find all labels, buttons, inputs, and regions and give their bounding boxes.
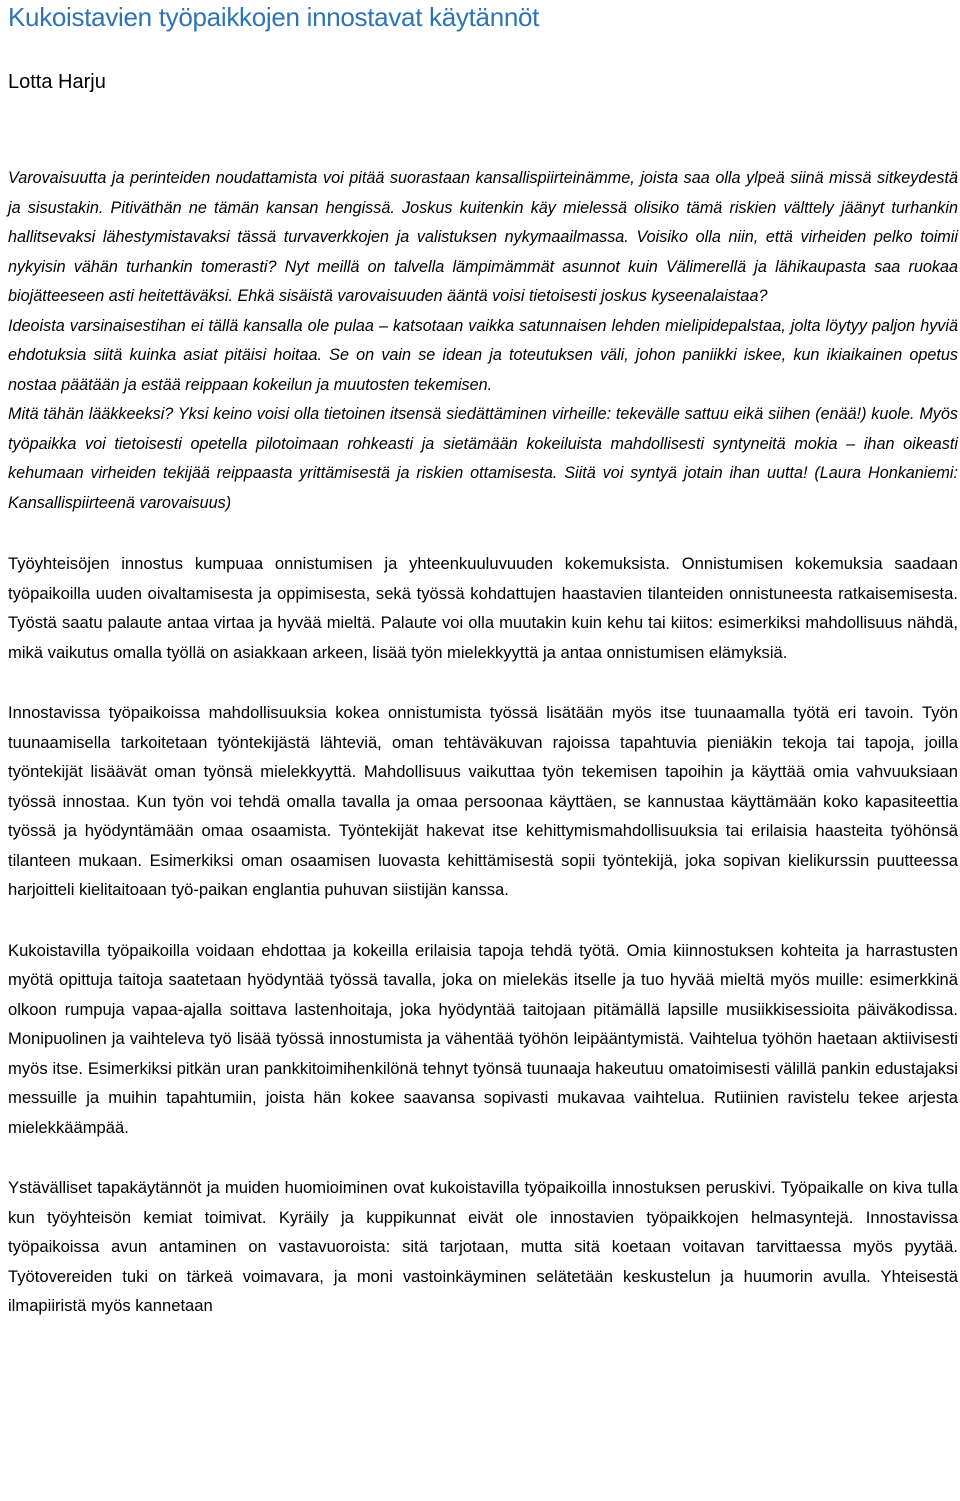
author-name: Lotta Harju <box>8 71 106 93</box>
document-page <box>8 0 958 1321</box>
document-title: Kukoistavien työpaikkojen innostavat käytännöt <box>8 2 540 32</box>
body-paragraph: Kukoistavilla työpaikoilla voidaan ehdottaa ja kokeilla erilaisia tapoja tehdä työtä. Omia kiinnostuksen kohteita ja harrastusten myötä opittuja taitoja saatetaan hyödyntää työssä tavalla, joka on mielekäs itselle ja tuo hyvää mieltä myös muille: esimerkkinä olkoon rumpuja vapaa-ajalla soittava lastenhoitaja, joka hyödyntää taitojaan pitämällä lapsille musiikkisessioita päiväkodissa. Monipuolinen ja vaihteleva työ lisää työssä innostumista ja vähentää työhön leipääntymistä. Vaihtelua työhön haetaan aktiivisesti myös itse. Esimerkiksi pitkän uran pankkitoimihenkilönä tehnyt työnsä tuunaaja hakeutuu omatoimisesti välillä pankin edustajaksi messuille ja muihin tapahtumiin, joista hän kokee saavansa sopivasti mukavaa vaihtelua. Rutiinien ravistelu tekee arjesta mielekkäämpää. <box>8 940 958 1137</box>
quote-paragraph: Varovaisuutta ja perinteiden noudattamista voi pitää suorastaan kansallispiirteinämme, joista saa olla ylpeä siinä missä sitkeydestä ja sisustakin. Pitiväthän ne tämän kansan hengissä. Joskus kuitenkin käy mielessä olisiko tämä riskien välttely jäänyt turhankin hallitsevaksi lähestymistavaksi tässä turvaverkkojen ja valistuksen nykymaailmassa. Voisiko olla niin, että virheiden pelko toimii nykyisin vähän turhankin tomerasti? Nyt meillä on talvella lämpimämmät asunnot kuin Välimerellä ja lähikaupasta saa ruokaa biojätteeseen asti heitettäväksi. Ehkä sisäistä varovaisuuden ääntä voisi tietoisesti joskus kyseenalaistaa? <box>8 169 958 305</box>
body-paragraph: Työyhteisöjen innostus kumpuaa onnistumisen ja yhteenkuuluvuuden kokemuksista. Onnistumisen kokemuksia saadaan työpaikoilla uuden oivaltamisesta ja oppimisesta, sekä työssä kohdattujen haastavien tilanteiden onnistuneesta ratkaisemisesta. Työstä saatu palaute antaa virtaa ja hyvää mieltä. Palaute voi olla muutakin kuin kehu tai kiitos: esimerkiksi mahdollisuus nähdä, mikä vaikutus omalla työllä on asiakkaan arkeen, lisää työn mielekkyyttä ja antaa onnistumisen elämyksiä. <box>8 554 958 662</box>
quote-paragraph: Mitä tähän lääkkeeksi? Yksi keino voisi olla tietoinen itsensä siedättäminen virheille: tekevälle sattuu eikä siihen (enää!) kuole. Myös työpaikka voi tietoisesti opetella pilotoimaan rohkeasti ja sietämään kokeiluista mahdollisesti syntyneitä mokia – ihan oikeasti kehumaan virheiden tekijää reippaasta yrittämisestä ja riskien ottamisesta. Siitä voi syntyä jotain ihan uutta! (Laura Honkaniemi: Kansallispiirteenä varovaisuus) <box>8 405 958 512</box>
quote-paragraph: Ideoista varsinaisestihan ei tällä kansalla ole pulaa – katsotaan vaikka satunnaisen lehden mielipidepalstaa, jolta löytyy paljon hyviä ehdotuksia siitä kuinka asiat pitäisi hoitaa. Se on vain se idean ja toteutuksen väli, johon paniikki iskee, kun ikiaikainen opetus nostaa päätään ja estää reippaan kokeilun ja muutosten tekemisen. <box>8 316 958 394</box>
body-paragraph: Ystävälliset tapakäytännöt ja muiden huomioiminen ovat kukoistavilla työpaikoilla innostuksen peruskivi. Työpaikalle on kiva tulla kun työyhteisön kemiat toimivat. Kyräily ja kuppikunnat eivät ole innostavien työpaikkojen helmasyntejä. Innostavissa työpaikoissa avun antaminen on vastavuoroista: sitä tarjotaan, mutta sitä koetaan voitavan tarvittaessa myös pyytää. Työtovereiden tuki on tärkeä voimavara, ja moni vastoinkäyminen selätetään keskustelun ja huumorin avulla. Yhteisestä ilmapiiristä myös kannetaan <box>8 1178 958 1315</box>
body-paragraph: Innostavissa työpaikoissa mahdollisuuksia kokea onnistumista työssä lisätään myös itse tuunaamalla työtä eri tavoin. Työn tuunaamisella tarkoitetaan työntekijästä lähteviä, oman tehtäväkuvan rajoissa tapahtuvia pieniäkin tekoja tai tapoja, joilla työntekijät lisäävät oman työnsä mielekkyyttä. Mahdollisuus vaikuttaa työn tekemisen tapoihin ja käyttää omia vahvuuksiaan työssä innostaa. Kun työn voi tehdä omalla tavalla ja omaa persoonaa käyttäen, se kannustaa käyttämään koko kapasiteettia työssä ja hyödyntämään omaa osaamista. Työntekijät hakevat itse kehittymismahdollisuuksia tai erilaisia haasteita työhönsä tilanteen mukaan. Esimerkiksi oman osaamisen luovasta kehittämisestä sopii työntekijä, joka sopivan kielikurssin puutteessa harjoitteli kielitaitoaan työ-paikan englantia puhuvan siistijän kanssa. <box>8 703 958 899</box>
